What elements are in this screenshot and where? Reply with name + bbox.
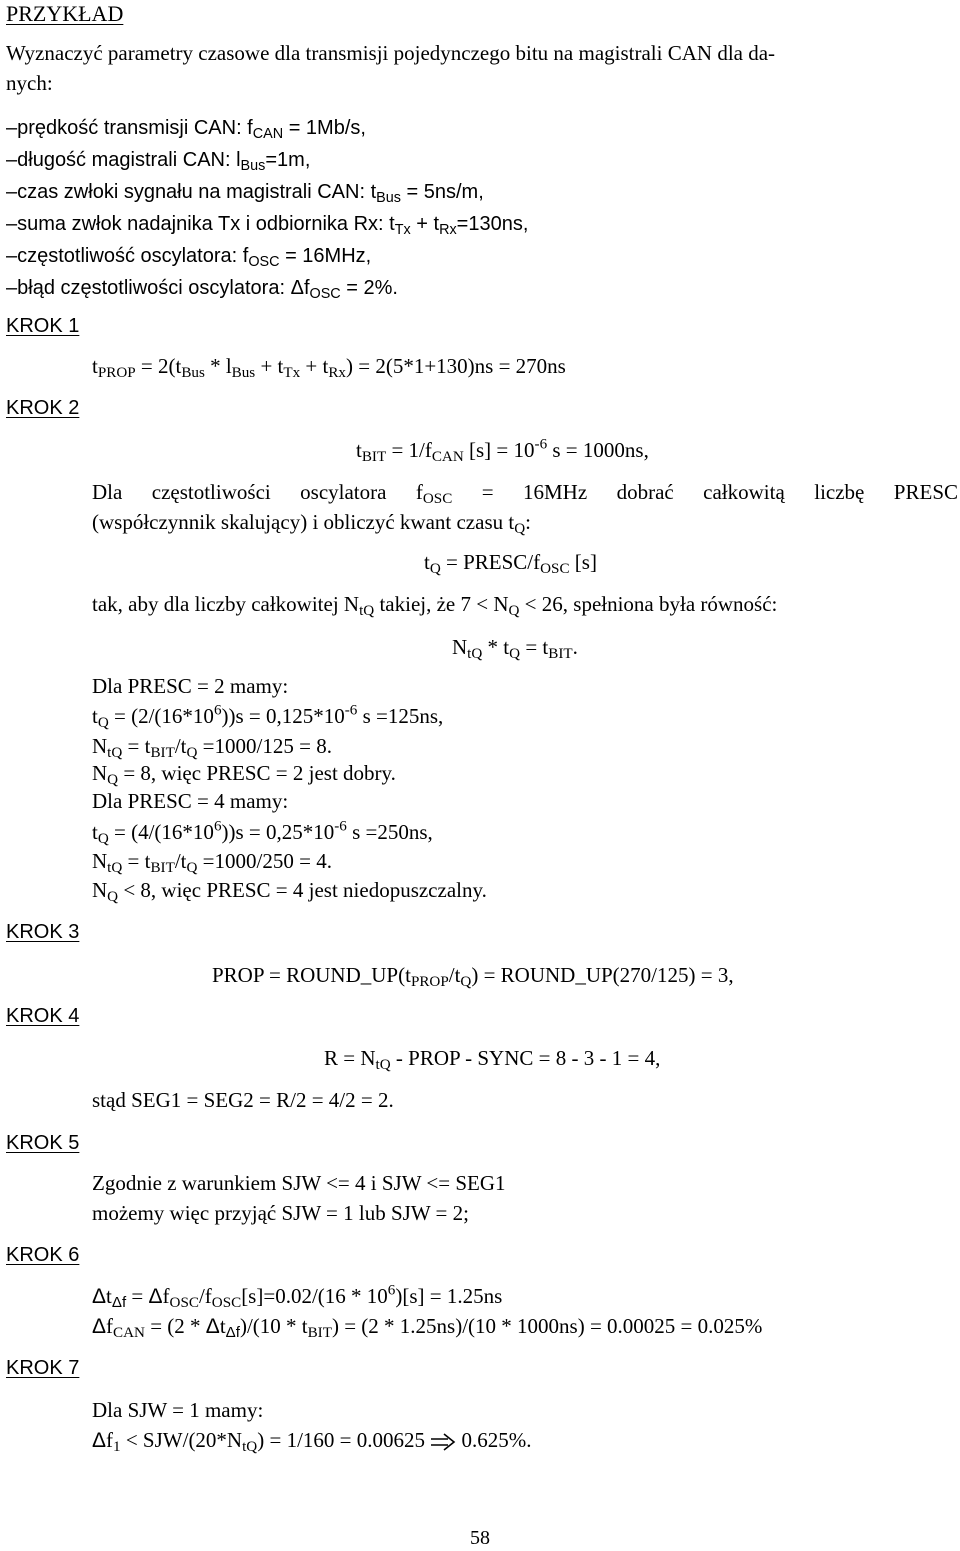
dash-bullet-icon: –	[6, 213, 18, 235]
param-item: –czas zwłoki sygnału na magistrali CAN: $t_{Bus} = 5ns/m$,	[6, 181, 484, 207]
param-item: –częstotliwość oscylatora: $f_{OSC} = 16MHz$,	[6, 245, 372, 271]
delta-symbol: Δ	[92, 1315, 107, 1338]
presc2-verdict: $N_Q = 8$, więc PRESC = 2 jest dobry.	[92, 761, 396, 789]
krok7-heading: Dla SJW = 1 mamy:	[92, 1398, 264, 1422]
step-label-1: KROK 1	[6, 315, 80, 337]
dash-bullet-icon: –	[6, 181, 18, 203]
delta-symbol: Δ	[92, 1429, 107, 1452]
intro-line-1: Wyznaczyć parametry czasowe dla transmisji pojedynczego bitu na magistrali CAN dla da-	[6, 41, 776, 65]
krok4-formula: $R = N_{tQ}$ - PROP - SYNC = 8 - 3 - 1 = 4,	[324, 1046, 661, 1074]
intro-line-2: nych:	[6, 71, 53, 95]
page-number: 58	[470, 1527, 490, 1549]
krok6-formula-1: $\Delta t_{\Delta f} = \Delta f_{OSC}/f_{OSC}[s]=0.02/(16 * 10^6)[s] = 1.25ns$	[92, 1282, 503, 1312]
presc4-ntq: $N_{tQ} = t_{BIT}/t_Q =1000/250 = 4$.	[92, 849, 332, 877]
sjw-condition-line-2: możemy więc przyjąć SJW = 1 lub SJW = 2;	[92, 1201, 469, 1225]
delta-symbol: Δ	[148, 1285, 163, 1308]
param-item: –prędkość transmisji CAN: $f_{CAN} = 1Mb/s$,	[6, 117, 366, 143]
krok7-formula: $\Delta f_1 < SJW/(20*N_{tQ}) = 1/160 = 0.00625$ 0.625%.	[92, 1428, 532, 1456]
presc-paragraph-line-2: (współczynnik skalujący) i obliczyć kwant czasu $t_Q$:	[92, 510, 531, 538]
sjw-condition-line-1: Zgodnie z warunkiem SJW <= 4 i SJW <= SEG1	[92, 1171, 506, 1195]
presc4-heading: Dla PRESC = 4 mamy:	[92, 789, 289, 813]
dash-bullet-icon: –	[6, 245, 18, 267]
page-heading: PRZYKŁAD	[6, 1, 124, 26]
condition-text: tak, aby dla liczby całkowitej $N_{tQ}$ takiej, że $7 < N_Q < 26$, spełniona była równość:	[92, 592, 778, 620]
seg-formula: stąd SEG1 = SEG2 = R/2 = 4/2 = 2.	[92, 1088, 394, 1112]
tq-formula: $t_Q$ = PRESC/$f_{OSC}$ [s]	[424, 550, 597, 578]
presc4-tq: $t_Q = (4/(16*10^6))s = 0,25*10^{-6}$ s =250ns,	[92, 818, 433, 848]
param-item: –błąd częstotliwości oscylatora: $\Delta f_{OSC} = 2\%$.	[6, 277, 398, 303]
equality-formula: $N_{tQ} * t_Q = t_{BIT}$.	[452, 635, 578, 663]
presc4-verdict: $N_Q < 8$, więc PRESC = 4 jest niedopuszczalny.	[92, 878, 487, 906]
step-label-7: KROK 7	[6, 1357, 80, 1379]
step-label-4: KROK 4	[6, 1005, 80, 1027]
step-label-5: KROK 5	[6, 1132, 80, 1154]
dash-bullet-icon: –	[6, 149, 18, 171]
step-label-3: KROK 3	[6, 921, 80, 943]
param-item: –długość magistrali CAN: $l_{Bus}=1m$,	[6, 149, 311, 175]
delta-symbol: Δ	[290, 277, 304, 299]
implies-arrow-icon	[430, 1433, 456, 1451]
krok3-formula: PROP = $ROUND\_UP(t_{PROP}/t_Q)$ = ROUND_UP(270/125) = 3,	[212, 963, 734, 991]
dash-bullet-icon: –	[6, 277, 18, 299]
presc2-heading: Dla PRESC = 2 mamy:	[92, 674, 289, 698]
dash-bullet-icon: –	[6, 117, 18, 139]
param-item: –suma zwłok nadajnika Tx i odbiornika Rx: $t_{Tx} + t_{Rx}=130ns$,	[6, 213, 529, 239]
krok1-formula: $t_{PROP} = 2(t_{Bus} * l_{Bus} + t_{Tx} + t_{Rx}) = 2(5*1+130)ns = 270ns$	[92, 354, 566, 382]
presc-paragraph-line-1: Dla częstotliwości oscylatora $f_{OSC} = 16MHz$ dobrać całkowitą liczbę PRESC	[92, 480, 959, 508]
presc2-ntq: $N_{tQ} = t_{BIT}/t_Q =1000/125 = 8$.	[92, 734, 332, 762]
step-label-6: KROK 6	[6, 1244, 80, 1266]
tbit-formula: $t_{BIT} = 1/f_{CAN}$ $[s] = 10^{-6}$ s = 1000ns,	[356, 436, 649, 466]
delta-symbol: Δ	[205, 1315, 220, 1338]
presc2-tq: $t_Q = (2/(16*10^6))s = 0,125*10^{-6}$ s =125ns,	[92, 702, 444, 732]
step-label-2: KROK 2	[6, 397, 80, 419]
delta-symbol: Δ	[92, 1285, 107, 1308]
krok6-formula-2: $\Delta f_{CAN} = (2 * \Delta t_{\Delta f})/(10 * t_{BIT}) = (2 * 1.25ns)/(10 * 1000ns) = 0.00025 = 0.025\%$	[92, 1314, 763, 1342]
